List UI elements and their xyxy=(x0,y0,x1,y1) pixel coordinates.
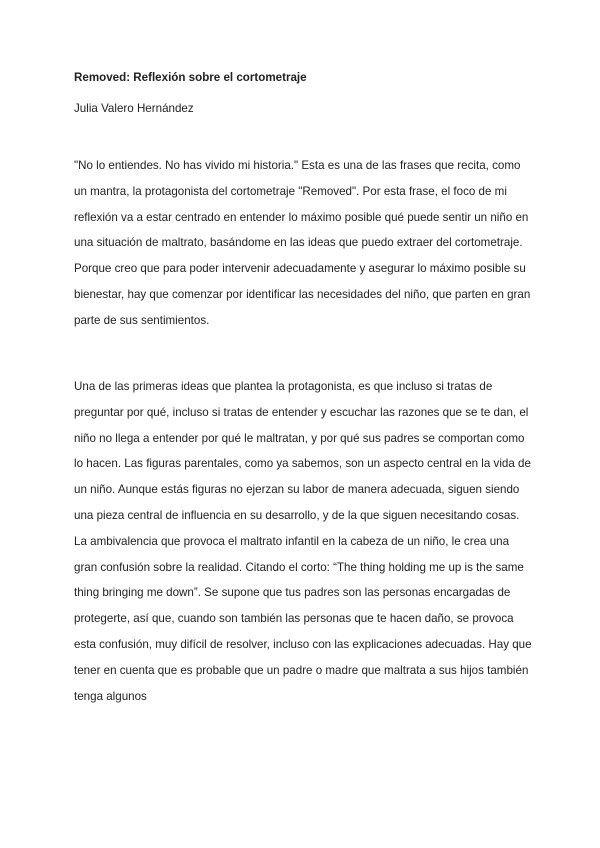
paragraph-1: "No lo entiendes. No has vivido mi historia." Esta es una de las frases que recita, como un mantra, la protagonista del cortometraje "Removed". Por esta frase, el foco de mi reflexión va a estar centrado en entender lo máximo posible qué puede sentir un niño en una situación de maltrato, basándome en las ideas que puedo extraer del cortometraje. Porque creo que para poder intervenir adecuadamente y asegurar lo máximo posible su bienestar, hay que comenzar por identificar las necesidades del niño, que parten en gran parte de sus sentimientos. xyxy=(74,159,531,327)
paragraph-2: Una de las primeras ideas que plantea la protagonista, es que incluso si tratas de preguntar por qué, incluso si tratas de entender y escuchar las razones que se te dan, el niño no llega a entender por qué le maltratan, y por qué sus padres se comportan como lo hacen. Las figuras parentales, como ya sabemos, son un aspecto central en la vida de un niño. Aunque estás figuras no ejerzan su labor de manera adecuada, siguen siendo una pieza central de influencia en su desarrollo, y de la que siguen necesitando cosas. La ambivalencia que provoca el maltrato infantil en la cabeza de un niño, le crea una gran confusión sobre la realidad. Citando el corto: “The thing holding me up is the same thing bringing me down”. Se supone que tus padres son las personas encargadas de protegerte, así que, cuando son también las personas que te hacen daño, se provoca esta confusión, muy difícil de resolver, incluso con las explicaciones adecuadas. Hay que tener en cuenta que es probable que un padre o madre que maltrata a sus hijos también tenga algunos xyxy=(74,380,532,703)
document-title: Removed: Reflexión sobre el cortometraje xyxy=(74,71,307,84)
document-author: Julia Valero Hernández xyxy=(74,102,194,115)
